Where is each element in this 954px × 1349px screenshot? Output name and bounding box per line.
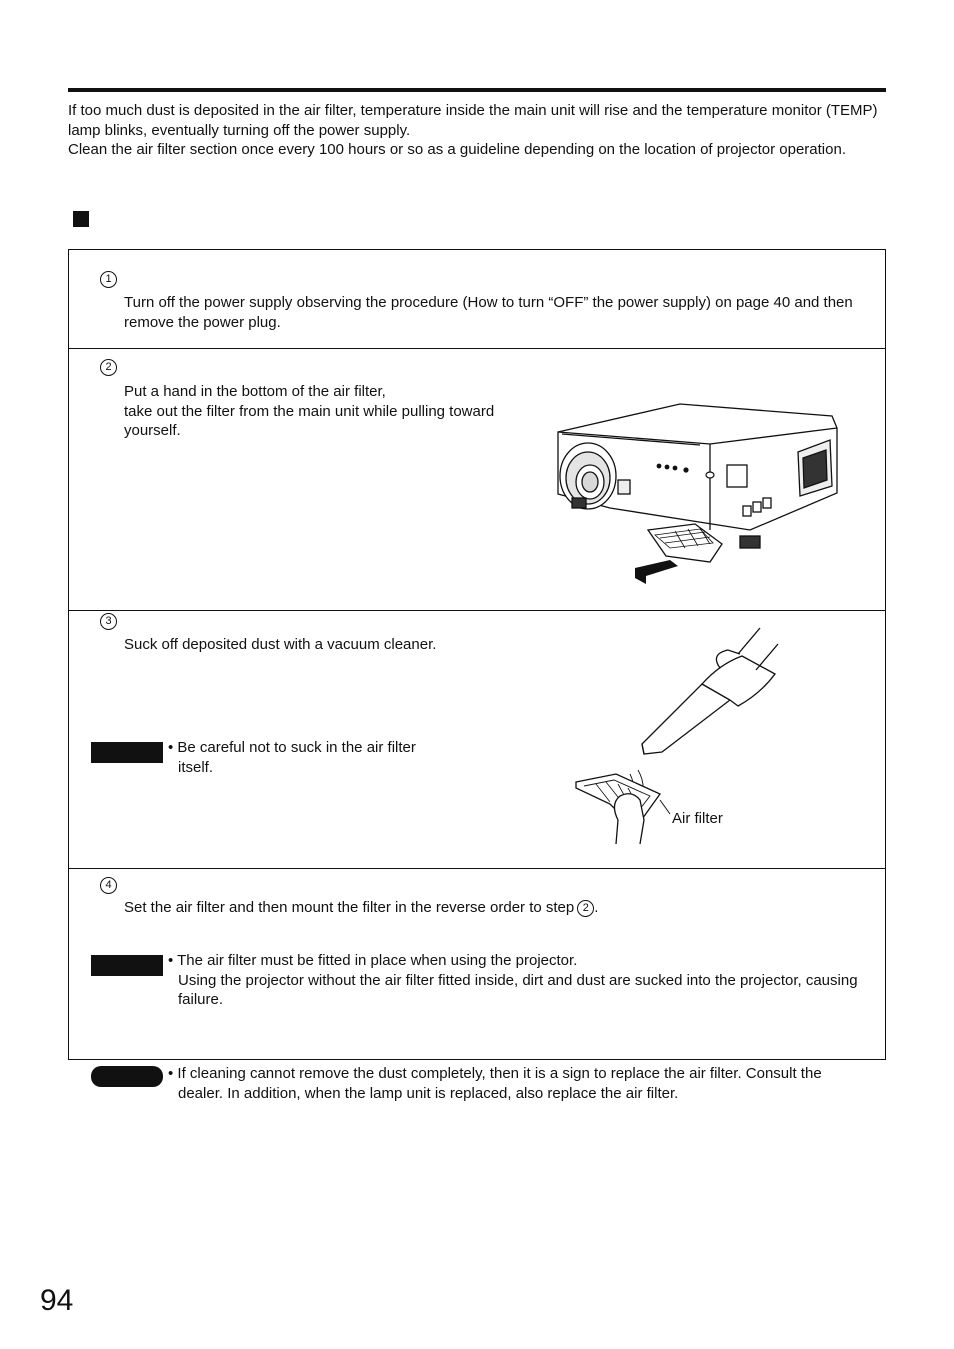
intro-paragraph-2: Clean the air filter section once every 100 hours or so as a guideline depending on the location of projector operation. (68, 141, 846, 158)
intro-paragraph-1: If too much dust is deposited in the air filter, temperature inside the main unit will rise and the temperature monitor (TEMP) lamp blinks, eventually turning off the power supply. (68, 102, 878, 139)
step-4-text-end: . (594, 899, 599, 916)
step-2-text (124, 382, 534, 441)
step-3-caution-line-2: itself. (178, 758, 214, 776)
air-filter-caption: Air filter (672, 810, 723, 827)
note-label (91, 1066, 163, 1087)
section-marker (73, 211, 89, 227)
intro-text (68, 101, 886, 160)
step-1-text: Turn off the power supply observing the procedure (How to turn “OFF” the power supply) on page 40 and then remove the power plug. (124, 294, 853, 331)
note-line-1: • If cleaning cannot remove the dust completely, then it is a sign to replace the air filter. Consult the (168, 1065, 822, 1082)
step-2-line-2: take out the filter from the main unit while pulling toward yourself. (124, 402, 495, 439)
step-divider (68, 348, 886, 349)
step-2-number: 2 (100, 359, 117, 376)
step-4-text-main: Set the air filter and then mount the filter in the reverse order to step (124, 899, 575, 916)
step-1-number: 1 (100, 271, 117, 288)
caution-label (91, 955, 163, 976)
step-4-text (124, 898, 876, 918)
step-2-line-1: Put a hand in the bottom of the air filter, (124, 383, 386, 400)
step-divider (68, 610, 886, 611)
header-rule (68, 88, 886, 92)
step-3-number: 3 (100, 613, 117, 630)
step-4-ref-step-number: 2 (577, 900, 594, 917)
step-3-caution (168, 738, 498, 777)
page-number: 94 (40, 1284, 74, 1317)
step-4-caution-line-1: • The air filter must be fitted in place when using the projector. (168, 952, 578, 969)
step-4-number: 4 (100, 877, 117, 894)
step-4-caution (168, 951, 868, 1010)
projector-illustration (550, 398, 845, 588)
step-3-text: Suck off deposited dust with a vacuum cleaner. (124, 636, 437, 653)
note-text (168, 1064, 883, 1103)
step-4-caution-line-2: Using the projector without the air filter fitted inside, dirt and dust are sucked into the projector, causing failure. (178, 971, 858, 1008)
note-line-2: dealer. In addition, when the lamp unit is replaced, also replace the air filter. (178, 1084, 679, 1102)
step-divider (68, 868, 886, 869)
step-3-caution-line-1: • Be careful not to suck in the air filter (168, 739, 416, 756)
caution-label (91, 742, 163, 763)
